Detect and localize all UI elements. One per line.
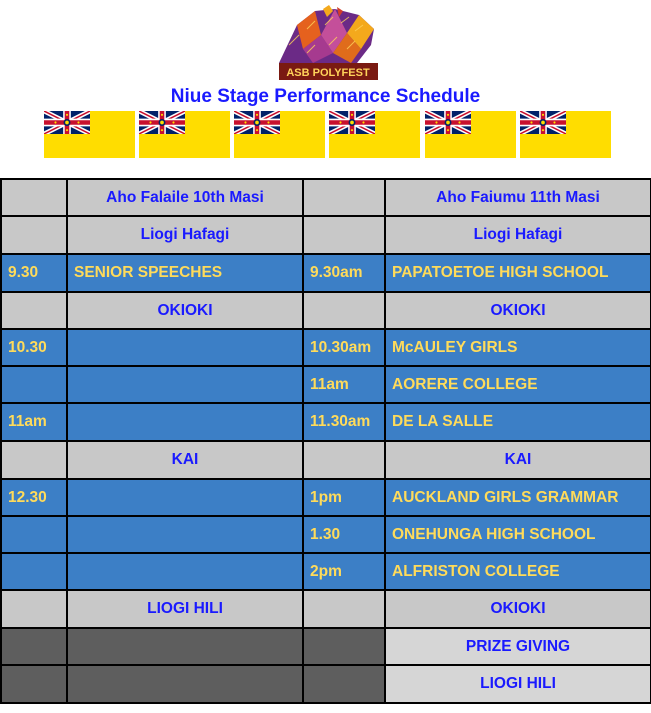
event-cell-day1 [67, 366, 303, 403]
time-cell-day1: 11am [1, 403, 67, 441]
schedule-row [1, 292, 651, 329]
time-cell-day1: 9.30 [1, 254, 67, 292]
time-cell-day1 [1, 628, 67, 665]
time-cell-day2: 11am [303, 366, 385, 403]
niue-flag [425, 111, 516, 158]
event-cell-day2: Liogi Hafagi [385, 216, 651, 254]
event-cell-day2: ONEHUNGA HIGH SCHOOL [385, 516, 651, 553]
event-cell-day1 [67, 329, 303, 366]
time-cell-day1 [1, 553, 67, 590]
schedule-table [0, 178, 651, 704]
niue-flag [44, 111, 135, 158]
schedule-row [1, 590, 651, 628]
time-cell-day1 [1, 665, 67, 703]
event-cell-day1: KAI [67, 441, 303, 479]
time-cell-day1 [1, 441, 67, 479]
event-cell-day2: DE LA SALLE [385, 403, 651, 441]
time-cell-day2: 2pm [303, 553, 385, 590]
time-cell-day2: 11.30am [303, 403, 385, 441]
event-cell-day1 [67, 628, 303, 665]
time-cell-day1: 10.30 [1, 329, 67, 366]
event-cell-day2: LIOGI HILI [385, 665, 651, 703]
event-cell-day2: ALFRISTON COLLEGE [385, 553, 651, 590]
event-cell-day2: AUCKLAND GIRLS GRAMMAR [385, 479, 651, 516]
time-cell-day2 [303, 665, 385, 703]
page-title: Niue Stage Performance Schedule [170, 86, 481, 107]
event-cell-day1: OKIOKI [67, 292, 303, 329]
event-cell-day1 [67, 516, 303, 553]
event-cell-day2: KAI [385, 441, 651, 479]
time-cell-day1 [1, 292, 67, 329]
time-cell-day2 [303, 441, 385, 479]
union-jack-canton [425, 111, 471, 134]
event-cell-day2: AORERE COLLEGE [385, 366, 651, 403]
header-time-cell [1, 179, 67, 216]
time-cell-day2 [303, 628, 385, 665]
polyfest-logo-graphic [277, 5, 380, 80]
schedule-row [1, 665, 651, 703]
day1-header: Aho Falaile 10th Masi [67, 179, 303, 216]
asb-polyfest-logo [277, 5, 380, 80]
niue-flag [234, 111, 325, 158]
event-cell-day1: LIOGI HILI [67, 590, 303, 628]
event-cell-day1 [67, 403, 303, 441]
time-cell-day1: 12.30 [1, 479, 67, 516]
event-cell-day2: OKIOKI [385, 590, 651, 628]
union-jack-canton [44, 111, 90, 134]
time-cell-day1 [1, 216, 67, 254]
event-cell-day1: SENIOR SPEECHES [67, 254, 303, 292]
niue-flag [329, 111, 420, 158]
day2-header: Aho Faiumu 11th Masi [385, 179, 651, 216]
event-cell-day1: Liogi Hafagi [67, 216, 303, 254]
schedule-row [1, 479, 651, 516]
schedule-row [1, 254, 651, 292]
event-cell-day2: OKIOKI [385, 292, 651, 329]
event-cell-day1 [67, 665, 303, 703]
time-cell-day1 [1, 366, 67, 403]
time-cell-day2 [303, 590, 385, 628]
time-cell-day2: 10.30am [303, 329, 385, 366]
schedule-row [1, 366, 651, 403]
event-cell-day2: PAPATOETOE HIGH SCHOOL [385, 254, 651, 292]
union-jack-canton [139, 111, 185, 134]
schedule-row [1, 553, 651, 590]
event-cell-day2: McAULEY GIRLS [385, 329, 651, 366]
header-row [1, 179, 651, 216]
schedule-row [1, 628, 651, 665]
time-cell-day2 [303, 216, 385, 254]
time-cell-day2: 1pm [303, 479, 385, 516]
niue-flag [520, 111, 611, 158]
schedule-row [1, 516, 651, 553]
union-jack-canton [234, 111, 280, 134]
event-cell-day1 [67, 479, 303, 516]
schedule-row [1, 216, 651, 254]
schedule-row [1, 403, 651, 441]
time-cell-day1 [1, 590, 67, 628]
niue-flag [139, 111, 230, 158]
event-cell-day1 [67, 553, 303, 590]
schedule-row [1, 441, 651, 479]
union-jack-canton [520, 111, 566, 134]
time-cell-day1 [1, 516, 67, 553]
union-jack-canton [329, 111, 375, 134]
header-time-cell [303, 179, 385, 216]
logo-text: ASB POLYFEST [286, 67, 370, 79]
time-cell-day2: 9.30am [303, 254, 385, 292]
schedule-row [1, 329, 651, 366]
time-cell-day2: 1.30 [303, 516, 385, 553]
time-cell-day2 [303, 292, 385, 329]
event-cell-day2: PRIZE GIVING [385, 628, 651, 665]
